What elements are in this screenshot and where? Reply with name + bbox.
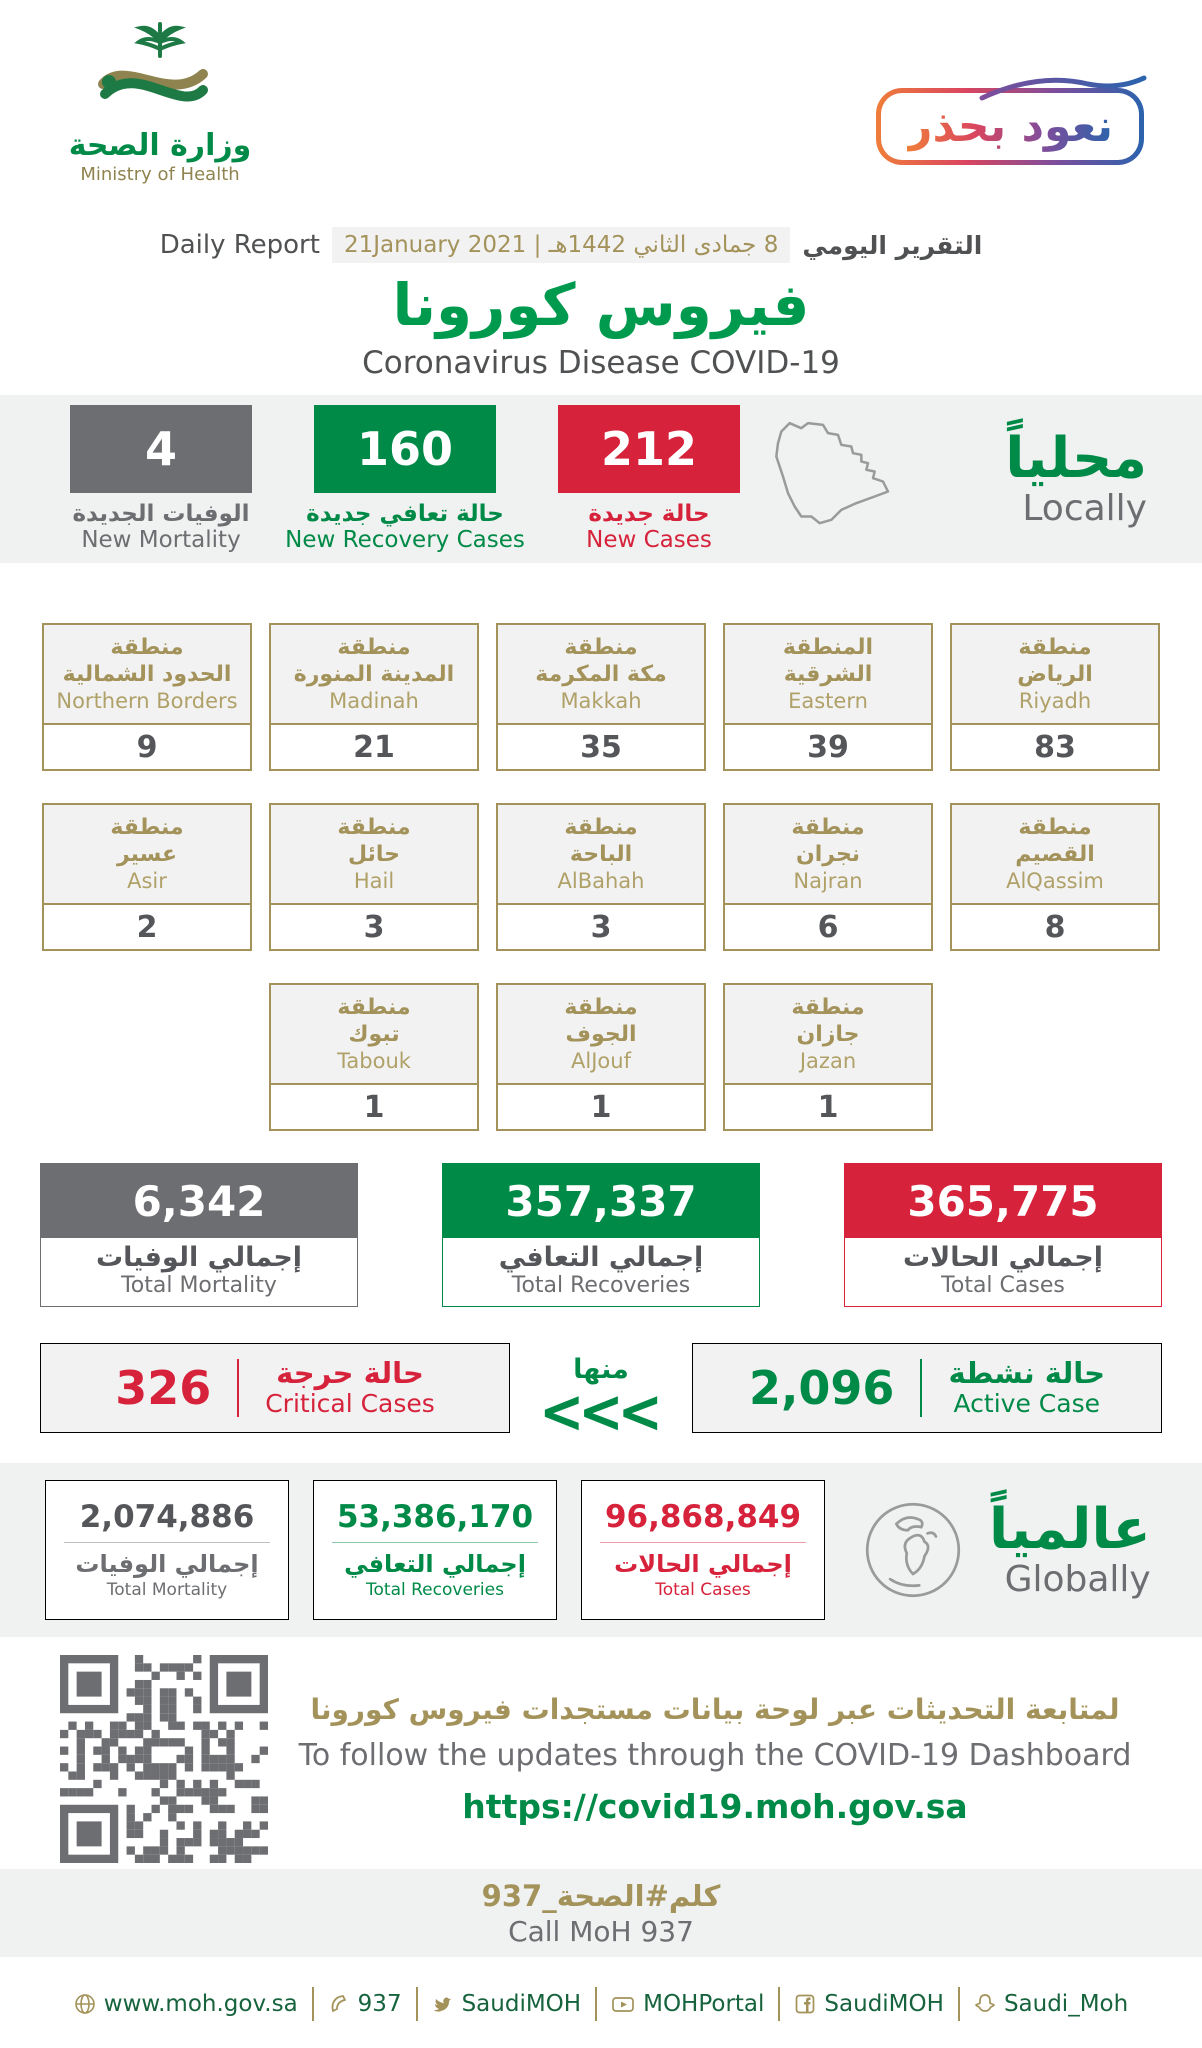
region-name-ar: منطقة (337, 634, 411, 660)
footer-text: 937 (357, 1991, 402, 2017)
new-mortality-stat (70, 405, 252, 553)
new-mortality-label-en: New Mortality (81, 527, 241, 553)
total-mortality-label-en: Total Mortality (121, 1273, 277, 1298)
region-name-ar2: عسير (116, 842, 178, 868)
global-recoveries-label-en: Total Recoveries (366, 1579, 504, 1600)
global-recoveries-label-ar: إجمالي التعافي (344, 1550, 526, 1579)
regions-row-2 (0, 803, 1202, 951)
region-value: 35 (580, 729, 622, 765)
region-name-ar2: الجوف (565, 1022, 637, 1048)
divider (237, 1359, 239, 1417)
region-name-ar: المنطقة (782, 634, 874, 660)
global-cases-label-en: Total Cases (655, 1579, 751, 1600)
active-cases-label-en: Active Case (953, 1389, 1100, 1419)
saudi-map-icon (758, 413, 908, 545)
region-name-en: AlJouf (571, 1048, 631, 1073)
chevrons-left-icon: <<< (539, 1376, 657, 1447)
of-which-indicator (539, 1354, 663, 1447)
twitter-icon (432, 1993, 454, 2015)
locally-heading-ar: محلياً (1005, 425, 1147, 491)
region-value: 9 (136, 729, 158, 765)
total-mortality-box (40, 1163, 358, 1307)
region-value: 3 (363, 909, 385, 945)
locally-heading-en: Locally (1022, 487, 1147, 529)
total-recoveries-box (442, 1163, 760, 1307)
total-cases-label-en: Total Cases (941, 1273, 1065, 1298)
region-value: 1 (590, 1089, 612, 1125)
divider (958, 1987, 960, 2021)
active-cases-box (692, 1343, 1162, 1433)
region-name-ar2: جازان (796, 1022, 860, 1048)
report-date: 8 جمادى الثاني 1442هـ | 21January 2021 (332, 227, 790, 263)
global-mortality-box (45, 1480, 289, 1620)
divider (64, 1542, 270, 1543)
moh-palm-emblem-icon (85, 22, 235, 126)
region-value: 21 (353, 729, 395, 765)
region-name-en: Northern Borders (56, 688, 238, 713)
region-card-jazan (723, 983, 933, 1131)
critical-cases-box (40, 1343, 510, 1433)
region-name-en: AlQassim (1006, 868, 1104, 893)
total-cases-label-ar: إجمالي الحالات (902, 1242, 1104, 1273)
page-title-english: Coronavirus Disease COVID-19 (362, 345, 840, 381)
region-card-najran (723, 803, 933, 951)
region-value: 8 (1044, 909, 1066, 945)
qr-code (60, 1655, 268, 1863)
locally-heading (1005, 425, 1147, 529)
globally-heading (989, 1496, 1151, 1600)
call-moh-english: Call MoH 937 (508, 1914, 694, 1948)
region-name-en: Tabouk (337, 1048, 411, 1073)
region-name-ar2: الرياض (1017, 662, 1093, 688)
new-recovery-stat (285, 405, 525, 553)
region-name-en: Najran (793, 868, 863, 893)
region-value: 1 (363, 1089, 385, 1125)
region-name-ar: منطقة (564, 634, 638, 660)
badge-text: نعود بحذر (907, 101, 1113, 152)
region-name-ar: منطقة (791, 814, 865, 840)
region-card-tabouk (269, 983, 479, 1131)
region-name-ar2: تبوك (348, 1022, 400, 1048)
total-mortality-value: 6,342 (41, 1164, 357, 1238)
return-with-caution-badge (876, 88, 1144, 165)
global-mortality-label-ar: إجمالي الوفيات (75, 1550, 259, 1579)
region-name-ar2: مكة المكرمة (535, 662, 667, 688)
globally-heading-en: Globally (1004, 1558, 1151, 1600)
moh-logo (55, 22, 265, 185)
footer-item-facebook[interactable] (794, 1991, 944, 2017)
global-recoveries-value: 53,386,170 (336, 1499, 534, 1536)
of-which-label: منها (573, 1354, 629, 1385)
region-card-asir (42, 803, 252, 951)
region-card-makkah (496, 623, 706, 771)
region-name-ar2: الحدود الشمالية (62, 662, 232, 688)
region-name-en: Riyadh (1018, 688, 1092, 713)
date-line (0, 227, 1172, 263)
region-card-aljouf (496, 983, 706, 1131)
regions-grid (0, 623, 1202, 1131)
divider (595, 1987, 597, 2021)
region-value: 83 (1034, 729, 1076, 765)
new-cases-label-ar: حالة جديدة (588, 501, 710, 527)
new-cases-label-en: New Cases (586, 527, 712, 553)
globally-section (0, 1463, 1202, 1637)
divider (312, 1987, 314, 2021)
region-name-en: Makkah (560, 688, 642, 713)
total-mortality-label-ar: إجمالي الوفيات (95, 1242, 303, 1273)
region-name-en: Hail (353, 868, 395, 893)
region-card-hail (269, 803, 479, 951)
region-card-alqassim (950, 803, 1160, 951)
footer-text: SaudiMOH (824, 1991, 944, 2017)
total-recoveries-label-ar: إجمالي التعافي (498, 1242, 704, 1273)
dashboard-url-link[interactable]: https://covid19.moh.gov.sa (462, 1786, 968, 1826)
new-cases-value: 212 (558, 405, 740, 493)
snapchat-icon (974, 1993, 996, 2015)
region-value: 2 (136, 909, 158, 945)
critical-cases-label-ar: حالة حرجة (276, 1355, 424, 1390)
new-cases-stat (558, 405, 740, 553)
region-name-ar2: الباحة (569, 842, 633, 868)
region-name-en: Asir (127, 868, 167, 893)
locally-section (0, 395, 1202, 563)
region-value: 1 (817, 1089, 839, 1125)
dashboard-section (0, 1653, 1202, 1865)
call-moh-section (0, 1869, 1202, 1957)
region-card-riyadh (950, 623, 1160, 771)
global-recoveries-box (313, 1480, 557, 1620)
regions-row-1 (0, 623, 1202, 771)
divider (600, 1542, 806, 1543)
region-value: 6 (817, 909, 839, 945)
region-name-ar: منطقة (337, 814, 411, 840)
region-name-ar: منطقة (110, 814, 184, 840)
global-mortality-label-en: Total Mortality (106, 1579, 228, 1600)
region-value: 3 (590, 909, 612, 945)
region-value: 39 (807, 729, 849, 765)
globe-icon (74, 1993, 96, 2015)
global-mortality-value: 2,074,886 (79, 1499, 255, 1536)
globally-heading-ar: عالمياً (989, 1496, 1151, 1562)
critical-cases-value: 326 (115, 1361, 212, 1415)
total-recoveries-value: 357,337 (443, 1164, 759, 1238)
active-cases-value: 2,096 (748, 1361, 895, 1415)
regions-row-3 (0, 983, 1202, 1131)
footer-text: www.moh.gov.sa (103, 1991, 298, 2017)
region-name-ar: منطقة (791, 994, 865, 1020)
divider (778, 1987, 780, 2021)
region-card-eastern (723, 623, 933, 771)
region-name-ar: منطقة (1018, 634, 1092, 660)
footer-item-website[interactable] (74, 1991, 298, 2017)
region-name-ar2: المدينة المنورة (293, 662, 455, 688)
global-cases-value: 96,868,849 (604, 1499, 802, 1536)
global-cases-box (581, 1480, 825, 1620)
page-title-arabic: فيروس كورونا (392, 271, 810, 339)
new-recovery-label-ar: حالة تعافي جديدة (306, 501, 504, 527)
region-name-en: Madinah (329, 688, 419, 713)
region-card-northern-borders (42, 623, 252, 771)
new-mortality-label-ar: الوفيات الجديدة (72, 501, 250, 527)
divider (332, 1542, 538, 1543)
dashboard-line-en: To follow the updates through the COVID-19 Dashboard (298, 1737, 1132, 1773)
critical-cases-label-en: Critical Cases (265, 1389, 435, 1419)
badge-swoosh-icon (978, 68, 1148, 102)
divider (920, 1359, 922, 1417)
new-recovery-label-en: New Recovery Cases (285, 527, 525, 553)
report-label-en: Daily Report (159, 230, 320, 260)
dashboard-line-ar: لمتابعة التحديثات عبر لوحة بيانات مستجدات فيروس كورونا (310, 1692, 1120, 1726)
region-name-en: Eastern (788, 688, 868, 713)
youtube-icon (611, 1993, 635, 2015)
region-name-ar2: نجران (795, 842, 861, 868)
region-name-ar: منطقة (110, 634, 184, 660)
phone-icon (328, 1993, 350, 2015)
critical-active-row (0, 1343, 1202, 1447)
logo-title-english: Ministry of Health (80, 163, 240, 185)
divider (416, 1987, 418, 2021)
region-name-ar2: القصيم (1015, 842, 1095, 868)
region-card-albahah (496, 803, 706, 951)
footer-text: Saudi_Moh (1003, 1991, 1129, 2017)
logo-title-arabic: وزارة الصحة (68, 128, 252, 163)
region-name-ar: منطقة (564, 814, 638, 840)
facebook-icon (794, 1993, 816, 2015)
footer-item-snapchat[interactable] (974, 1991, 1128, 2017)
new-mortality-value: 4 (70, 405, 252, 493)
report-label-ar: التقرير اليومي (802, 230, 983, 260)
footer-item-twitter[interactable] (432, 1991, 582, 2017)
totals-row (0, 1163, 1202, 1307)
footer-item-youtube[interactable] (611, 1991, 764, 2017)
region-card-madinah (269, 623, 479, 771)
footer-text: MOHPortal (643, 1991, 765, 2017)
call-moh-hashtag: كلم#الصحة_937 (481, 1878, 721, 1913)
footer-text: SaudiMOH (461, 1991, 582, 2017)
region-name-ar2: الشرقية (783, 662, 873, 688)
region-name-ar: منطقة (1018, 814, 1092, 840)
total-recoveries-label-en: Total Recoveries (511, 1273, 691, 1298)
globe-icon (861, 1495, 965, 1605)
header (0, 0, 1202, 205)
new-recovery-value: 160 (314, 405, 496, 493)
region-name-en: AlBahah (557, 868, 645, 893)
total-cases-value: 365,775 (845, 1164, 1161, 1238)
active-cases-label-ar: حالة نشطة (948, 1355, 1106, 1390)
global-cases-label-ar: إجمالي الحالات (614, 1550, 792, 1579)
region-name-ar2: حائل (347, 842, 400, 868)
region-name-en: Jazan (799, 1048, 857, 1073)
total-cases-box (844, 1163, 1162, 1307)
footer-contacts (0, 1987, 1202, 2021)
region-name-ar: منطقة (337, 994, 411, 1020)
footer-item-phone[interactable] (328, 1991, 402, 2017)
region-name-ar: منطقة (564, 994, 638, 1020)
